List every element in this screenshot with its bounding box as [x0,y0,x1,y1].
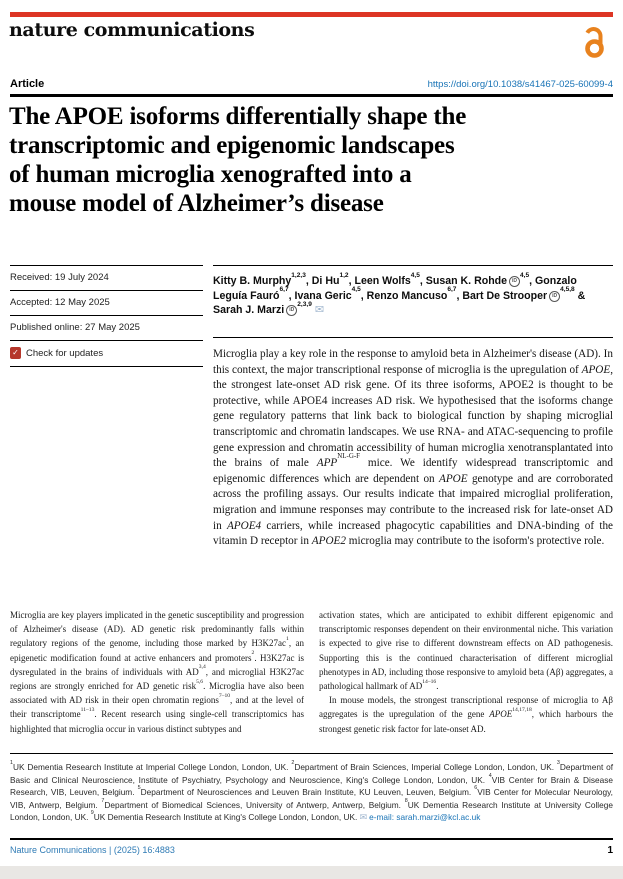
article-type-label: Article [10,78,45,90]
published-date: Published online: 27 May 2025 [10,315,203,340]
body-column-right [319,608,613,736]
email-link[interactable]: ✉ e-mail: sarah.marzi@kcl.ac.uk [359,812,481,823]
author: Renzo Mancuso$^{6,7}$ [366,286,457,302]
journal-logo: nature communications [9,19,255,41]
author: Bart De Strooper iD$^{4,5,8}$ [462,286,575,302]
title-line: mouse model of Alzheimer’s disease [9,190,384,217]
author: Gonzalo Leguía Fauró$^{6,7}$ [213,275,577,302]
envelope-icon: ✉ [359,812,368,823]
title-line: of human microglia xenografted into a [9,161,412,188]
received-date: Received: 19 July 2024 [10,265,203,290]
footer-divider [10,838,613,840]
author: Susan K. Rohde iD$^{4,5}$ [425,271,530,287]
footnote-divider [10,753,613,754]
body-column-left [10,608,304,736]
body-paragraph: Microglia are key players implicated in the genetic susceptibility and progression of Alzheimer's disease (AD). AD genetic risk predominantly falls within regulatory regions of the genome, including those marked by $H3K27ac^1$, an epigenetic modification found at active enhancers and promoters$^2$. H3K27ac is dysregulated in the brains of individuals with AD$^{3,4}$, and microglial H3K27ac regions are strongly enriched for AD genetic risk$^{5,6}$. Microglia have also been associated with AD risk in their open chromatin regions$^{7-10}$, and at the level of their transcriptome$^{11-13}$. Recent research using single-cell transcriptomics has highlighted that microglia occur in various distinct subtypes and [10,610,304,734]
article-history-box [10,265,203,367]
author: Kitty B. Murphy$^{1,2,3}$ [213,271,306,287]
doi-link[interactable]: https://doi.org/10.1038/s41467-025-60099-4 [427,79,613,90]
crossmark-icon: ✓ [10,347,21,359]
article-header-row [10,78,613,90]
journal-citation: Nature Communications | (2025) 16:4883 [10,845,175,855]
accepted-date: Accepted: 12 May 2025 [10,290,203,315]
header-divider [10,94,613,97]
brand-accent-bar [10,12,613,17]
author: Leen Wolfs$^{4,5}$ [354,271,420,287]
title-line: transcriptomic and epigenomic landscapes [9,132,455,159]
envelope-icon[interactable]: ✉ [314,304,325,317]
page-edge [0,866,623,879]
abstract: Microglia play a key role in the response to amyloid beta in Alzheimer's disease (AD). In this context, the major transcriptional response of microglia is the upregulation of APOE, the strongest late-onset AD risk gene. Of its three isoforms, APOE2 is thought to be protective, while APOE4 increases AD risk. We hypothesised that the isoforms change gene regulatory patterns that link back to biological function by shaping microglial transcriptomic and chromatin landscapes. We use RNA- and ATAC-sequencing to profile gene expression and chromatin accessibility of human microglia xenotransplantated into the brains of male $APP^{NL-G-F}$ mice. We identify widespread transcriptomic and epigenomic differences which are dependent on APOE genotype and are corroborated across the profiling assays. Our results indicate that impaired microglial proliferation, migration and immune responses may contribute to the increased risk for late-onset AD in APOE4 carriers, while increased phagocytic capabilities and DNA-binding of the vitamin D receptor in APOE2 microglia may contribute to the isoform's protective role. [213,337,613,550]
orcid-icon[interactable]: iD [286,305,297,316]
page-number: 1 [607,845,613,856]
open-access-icon [582,26,609,58]
author-list: Kitty B. Murphy$^{1,2,3}$, Di Hu$^{1,2}$, Leen Wolfs$^{4,5}$, Susan K. Rohde iD$^{4,5}$, Gonzalo Leguía Fauró$^{6,7}$, Ivana Geric$^{4,5}$, Renzo Mancuso$^{6,7}$, Bart De Strooper iD$^{4,5,8}$ & Sarah J. Marzi iD$^{2,3,9}$ ✉ [213,265,613,318]
check-for-updates-link[interactable] [10,340,203,366]
orcid-icon[interactable]: iD [549,291,560,302]
author: Di Hu$^{1,2}$ [311,271,349,287]
author: Sarah J. Marzi iD$^{2,3,9}$ ✉ [213,301,325,317]
affiliations-footnotes: $^1$UK Dementia Research Institute at Imperial College London, London, UK. $^2$Department of Brain Sciences, Imperial College London, London, UK. $^3$Department of Basic and Clinical Neuroscience, Institute of Psychiatry, Psychology and Neuroscience, King's College London, London, UK. $^4$VIB Center for Brain & Disease Research, VIB, Leuven, Belgium. $^5$Department of Neurosciences and Leuven Brain Institute, KU Leuven, Leuven, Belgium. $^6$VIB Center for Molecular Neurology, VIB, Antwerp, Belgium. $^7$Department of Biomedical Sciences, University of Antwerp, Antwerp, Belgium. $^8$UK Dementia Research Institute at University College London, London, UK. $^9$UK Dementia Research Institute at King's College London, London, UK. ✉ e-mail: sarah.marzi@kcl.ac.uk [10,760,614,823]
page-footer [10,845,613,856]
body-paragraph: In mouse models, the strongest transcriptional response of microglia to Aβ aggregates is the upregulation of the gene APOE$^{14,17,18}$, which harbours the strongest genetic risk factor for late-onset AD. [319,695,613,734]
title-line: The APOE isoforms differentially shape the [9,103,467,130]
orcid-icon[interactable]: iD [509,276,520,287]
check-for-updates-label: Check for updates [26,347,104,359]
author: Ivana Geric$^{4,5}$ [294,286,361,302]
body-paragraph: activation states, which are anticipated to exhibit different epigenomic and transcriptomic responses dependent on their environmental niche. This variation is expected to give rise to different downstream effects on AD pathogenesis. Supporting this is the continued characterisation of different microglial phenotypes in AD, including those responsive to amyloid beta (Aβ) aggregates, a pathological hallmark of AD$^{14-16}$. [319,610,613,692]
page-title [9,102,614,218]
